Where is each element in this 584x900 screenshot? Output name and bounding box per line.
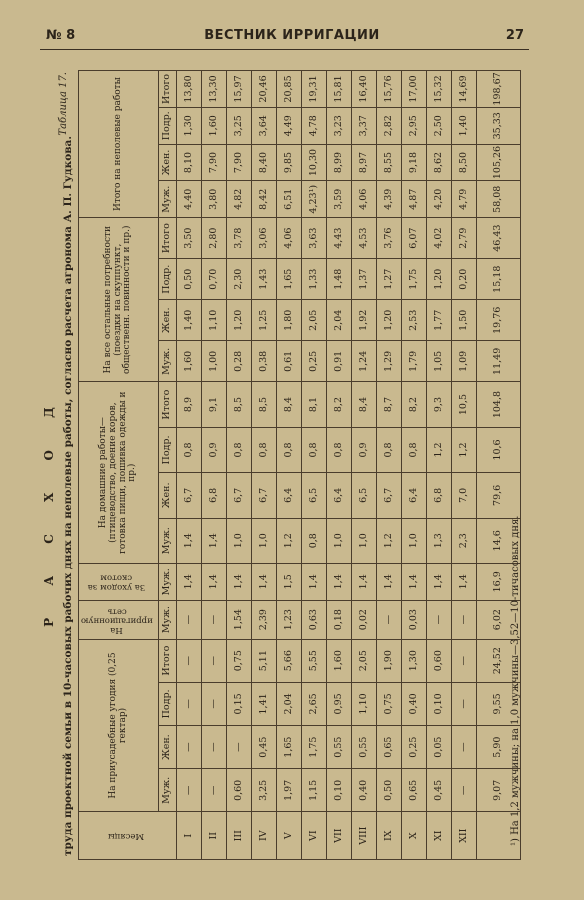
table-row <box>377 71 402 860</box>
subheader-row <box>159 71 177 860</box>
month-cell: II <box>202 812 227 860</box>
value-cell: 0,8 <box>327 427 352 472</box>
value-cell: 1,40 <box>177 300 202 341</box>
value-cell: 1,0 <box>352 518 377 563</box>
value-cell: 1,5 <box>277 563 302 600</box>
value-cell: 1,50 <box>452 300 477 341</box>
month-cell: I <box>177 812 202 860</box>
total-cell: 19,76 <box>477 300 521 341</box>
value-cell: 2,3 <box>452 518 477 563</box>
value-cell: 2,05 <box>302 300 327 341</box>
value-cell: 6,7 <box>252 473 277 518</box>
sub-male: Муж. <box>159 341 177 382</box>
value-cell: 1,10 <box>202 300 227 341</box>
value-cell: 3,80 <box>202 181 227 218</box>
value-cell: 1,60 <box>327 639 352 682</box>
value-cell: 16,40 <box>352 71 377 108</box>
value-cell: 1,20 <box>377 300 402 341</box>
header-home: На домашние работы— (птицеводство, доение коров, готовка пищи, пошивка одежды и пр.) <box>79 382 159 564</box>
value-cell: 8,10 <box>177 144 202 181</box>
value-cell: 1,4 <box>202 563 227 600</box>
table-row <box>402 71 427 860</box>
table-row <box>427 71 452 860</box>
value-cell: 2,65 <box>302 682 327 725</box>
value-cell: 0,75 <box>227 639 252 682</box>
value-cell: 0,61 <box>277 341 302 382</box>
value-cell: 0,50 <box>377 769 402 812</box>
month-cell: IV <box>252 812 277 860</box>
value-cell: 5,66 <box>277 639 302 682</box>
value-cell: 3,37 <box>352 107 377 144</box>
value-cell: 10,5 <box>452 382 477 427</box>
value-cell: 0,8 <box>227 427 252 472</box>
value-cell: 4,43 <box>327 218 352 259</box>
value-cell: 1,65 <box>277 259 302 300</box>
value-cell: 4,23¹) <box>302 181 327 218</box>
value-cell: 1,0 <box>227 518 252 563</box>
value-cell: 2,50 <box>427 107 452 144</box>
value-cell: 5,55 <box>302 639 327 682</box>
value-cell: 3,25 <box>252 769 277 812</box>
value-cell: 10,30 <box>302 144 327 181</box>
value-cell: 14,69 <box>452 71 477 108</box>
value-cell: 20,46 <box>252 71 277 108</box>
value-cell: 9,1 <box>202 382 227 427</box>
header-plot: На приусадебные угодия (0,25 гектар) <box>79 639 159 812</box>
sub-total: Итого <box>159 71 177 108</box>
total-cell: 46,43 <box>477 218 521 259</box>
value-cell: 0,25 <box>402 726 427 769</box>
value-cell: 2,79 <box>452 218 477 259</box>
total-cell: 14,6 <box>477 518 521 563</box>
total-cell: 9,55 <box>477 682 521 725</box>
value-cell: 1,43 <box>252 259 277 300</box>
total-cell: 10,6 <box>477 427 521 472</box>
value-cell: — <box>177 600 202 639</box>
table-row <box>227 71 252 860</box>
month-cell: XI <box>427 812 452 860</box>
table-row <box>352 71 377 860</box>
value-cell: 13,80 <box>177 71 202 108</box>
value-cell: — <box>177 769 202 812</box>
total-cell: 58,08 <box>477 181 521 218</box>
value-cell: 1,09 <box>452 341 477 382</box>
value-cell: 0,8 <box>302 518 327 563</box>
value-cell: 0,15 <box>227 682 252 725</box>
header-irrigation: На ирригационную сеть <box>79 600 159 639</box>
value-cell: 6,8 <box>427 473 452 518</box>
sub-male: Муж. <box>159 600 177 639</box>
value-cell: 8,42 <box>252 181 277 218</box>
month-cell: III <box>227 812 252 860</box>
value-cell: 1,25 <box>252 300 277 341</box>
value-cell: 2,95 <box>402 107 427 144</box>
value-cell: 4,06 <box>352 181 377 218</box>
value-cell: 8,50 <box>452 144 477 181</box>
total-cell: 105,26 <box>477 144 521 181</box>
value-cell: 1,48 <box>327 259 352 300</box>
sub-teen: Подр. <box>159 107 177 144</box>
value-cell: 1,4 <box>427 563 452 600</box>
value-cell: 0,95 <box>327 682 352 725</box>
value-cell: 9,3 <box>427 382 452 427</box>
value-cell: 0,65 <box>377 726 402 769</box>
caption-heading: Р А С Х О Д <box>42 393 56 627</box>
sub-female: Жен. <box>159 300 177 341</box>
value-cell: — <box>177 726 202 769</box>
value-cell: 1,4 <box>177 563 202 600</box>
table-caption <box>42 70 76 860</box>
value-cell: 0,70 <box>202 259 227 300</box>
table-row <box>452 71 477 860</box>
total-cell: 9,07 <box>477 769 521 812</box>
value-cell: 15,97 <box>227 71 252 108</box>
value-cell: — <box>202 726 227 769</box>
value-cell: 2,04 <box>327 300 352 341</box>
value-cell: 1,0 <box>402 518 427 563</box>
value-cell: 1,20 <box>227 300 252 341</box>
value-cell: 8,55 <box>377 144 402 181</box>
value-cell: 15,81 <box>327 71 352 108</box>
value-cell: 8,97 <box>352 144 377 181</box>
value-cell: 4,39 <box>377 181 402 218</box>
value-cell: 17,00 <box>402 71 427 108</box>
value-cell: 0,75 <box>377 682 402 725</box>
value-cell: 3,50 <box>177 218 202 259</box>
value-cell: 0,50 <box>177 259 202 300</box>
value-cell: 1,2 <box>277 518 302 563</box>
value-cell: 4,79 <box>452 181 477 218</box>
table-number: Таблица 17. <box>58 72 69 136</box>
value-cell: 0,9 <box>202 427 227 472</box>
total-cell: 6,02 <box>477 600 521 639</box>
value-cell: 1,20 <box>427 259 452 300</box>
header-rule <box>40 49 529 50</box>
value-cell: 0,9 <box>352 427 377 472</box>
value-cell: 1,90 <box>377 639 402 682</box>
value-cell: 7,90 <box>202 144 227 181</box>
value-cell: 8,4 <box>277 382 302 427</box>
table-row <box>302 71 327 860</box>
labor-table <box>78 70 521 860</box>
value-cell: 0,02 <box>352 600 377 639</box>
table-row <box>277 71 302 860</box>
sub-teen: Подр. <box>159 259 177 300</box>
value-cell: 2,39 <box>252 600 277 639</box>
value-cell: 3,23 <box>327 107 352 144</box>
value-cell: 1,4 <box>327 563 352 600</box>
issue-number: № 8 <box>46 28 76 43</box>
value-cell: 3,76 <box>377 218 402 259</box>
value-cell: 1,29 <box>377 341 402 382</box>
value-cell: 1,75 <box>302 726 327 769</box>
value-cell: 4,20 <box>427 181 452 218</box>
value-cell: 3,59 <box>327 181 352 218</box>
value-cell: 1,77 <box>427 300 452 341</box>
month-cell: V <box>277 812 302 860</box>
page-header <box>0 0 584 54</box>
value-cell: 1,23 <box>277 600 302 639</box>
total-cell: 11,49 <box>477 341 521 382</box>
table-row <box>177 71 202 860</box>
sub-teen: Подр. <box>159 427 177 472</box>
month-cell: VII <box>327 812 352 860</box>
value-cell: — <box>452 600 477 639</box>
value-cell: 0,10 <box>327 769 352 812</box>
value-cell: 1,4 <box>177 518 202 563</box>
value-cell: 1,37 <box>352 259 377 300</box>
month-cell: XII <box>452 812 477 860</box>
caption-title: труда проектной семьи в 10-часовых рабочих днях на неполевые работы, согласно расчета агронома А. П. Гудкова. <box>62 136 74 856</box>
table-row <box>202 71 227 860</box>
value-cell: — <box>177 682 202 725</box>
value-cell: 0,20 <box>452 259 477 300</box>
value-cell: 1,4 <box>402 563 427 600</box>
value-cell: 4,53 <box>352 218 377 259</box>
sub-male: Муж. <box>159 181 177 218</box>
value-cell: 6,5 <box>302 473 327 518</box>
value-cell: 0,40 <box>402 682 427 725</box>
sub-male: Муж. <box>159 518 177 563</box>
value-cell: 1,4 <box>202 518 227 563</box>
header-total: Итого на неполевые работы <box>79 71 159 218</box>
value-cell: 1,60 <box>202 107 227 144</box>
value-cell: 1,97 <box>277 769 302 812</box>
value-cell: 1,75 <box>402 259 427 300</box>
value-cell: 1,0 <box>252 518 277 563</box>
value-cell: 6,4 <box>327 473 352 518</box>
table-body <box>177 71 521 860</box>
value-cell: 0,8 <box>302 427 327 472</box>
value-cell: 5,11 <box>252 639 277 682</box>
value-cell: 1,54 <box>227 600 252 639</box>
value-cell: 1,41 <box>252 682 277 725</box>
value-cell: 6,5 <box>352 473 377 518</box>
value-cell: 0,60 <box>227 769 252 812</box>
value-cell: 6,7 <box>177 473 202 518</box>
value-cell: — <box>177 639 202 682</box>
value-cell: — <box>202 682 227 725</box>
value-cell: 8,62 <box>427 144 452 181</box>
value-cell: 9,85 <box>277 144 302 181</box>
value-cell: 6,07 <box>402 218 427 259</box>
value-cell: — <box>452 639 477 682</box>
value-cell: 1,30 <box>177 107 202 144</box>
value-cell: 1,33 <box>302 259 327 300</box>
value-cell: 1,4 <box>227 563 252 600</box>
value-cell: 6,7 <box>227 473 252 518</box>
value-cell: 1,0 <box>327 518 352 563</box>
value-cell: 2,05 <box>352 639 377 682</box>
value-cell: 4,87 <box>402 181 427 218</box>
value-cell: 0,8 <box>377 427 402 472</box>
total-cell: 15,18 <box>477 259 521 300</box>
value-cell: 1,4 <box>252 563 277 600</box>
value-cell: 3,06 <box>252 218 277 259</box>
value-cell: 3,63 <box>302 218 327 259</box>
value-cell: 8,1 <box>302 382 327 427</box>
value-cell: 1,27 <box>377 259 402 300</box>
value-cell: 13,30 <box>202 71 227 108</box>
value-cell: 0,63 <box>302 600 327 639</box>
value-cell: 0,05 <box>427 726 452 769</box>
sub-teen: Подр. <box>159 682 177 725</box>
month-cell: IX <box>377 812 402 860</box>
value-cell: — <box>202 600 227 639</box>
sub-male: Муж. <box>159 769 177 812</box>
value-cell: 1,4 <box>302 563 327 600</box>
value-cell: 2,04 <box>277 682 302 725</box>
value-cell: 7,0 <box>452 473 477 518</box>
value-cell: 0,60 <box>427 639 452 682</box>
value-cell: — <box>377 600 402 639</box>
value-cell: 8,2 <box>327 382 352 427</box>
value-cell: 8,5 <box>227 382 252 427</box>
value-cell: 1,92 <box>352 300 377 341</box>
footnote: ¹) На 1,2 мужчины; на 1,0 мужчины—3,52—10-тичасовых дня. <box>510 515 521 846</box>
value-cell: 1,3 <box>427 518 452 563</box>
value-cell: 1,24 <box>352 341 377 382</box>
value-cell: 8,7 <box>377 382 402 427</box>
value-cell: 0,8 <box>177 427 202 472</box>
total-cell: 35,33 <box>477 107 521 144</box>
total-cell: 79,6 <box>477 473 521 518</box>
value-cell: 0,45 <box>252 726 277 769</box>
value-cell: 4,40 <box>177 181 202 218</box>
sub-total: Итого <box>159 639 177 682</box>
value-cell: 1,4 <box>377 563 402 600</box>
value-cell: 0,8 <box>252 427 277 472</box>
value-cell: — <box>452 682 477 725</box>
value-cell: 9,18 <box>402 144 427 181</box>
month-cell: X <box>402 812 427 860</box>
value-cell: 4,02 <box>427 218 452 259</box>
value-cell: — <box>427 600 452 639</box>
value-cell: 4,78 <box>302 107 327 144</box>
value-cell: 15,32 <box>427 71 452 108</box>
value-cell: 8,9 <box>177 382 202 427</box>
sub-male: Муж. <box>159 563 177 600</box>
value-cell: 0,18 <box>327 600 352 639</box>
value-cell: 0,8 <box>402 427 427 472</box>
value-cell: 2,82 <box>377 107 402 144</box>
value-cell: — <box>452 726 477 769</box>
sub-total: Итого <box>159 382 177 427</box>
month-cell: VI <box>302 812 327 860</box>
value-cell: 4,82 <box>227 181 252 218</box>
value-cell: 4,06 <box>277 218 302 259</box>
value-cell: 6,4 <box>277 473 302 518</box>
value-cell: 2,30 <box>227 259 252 300</box>
value-cell: 7,90 <box>227 144 252 181</box>
value-cell: 0,55 <box>327 726 352 769</box>
total-cell: 5,90 <box>477 726 521 769</box>
value-cell: 1,4 <box>452 563 477 600</box>
value-cell: 8,5 <box>252 382 277 427</box>
value-cell: 0,40 <box>352 769 377 812</box>
value-cell: 8,4 <box>352 382 377 427</box>
value-cell: — <box>202 639 227 682</box>
value-cell: 0,91 <box>327 341 352 382</box>
header-months: Месяцы <box>79 812 177 860</box>
value-cell: 0,55 <box>352 726 377 769</box>
value-cell: 6,4 <box>402 473 427 518</box>
value-cell: 0,45 <box>427 769 452 812</box>
value-cell: 2,53 <box>402 300 427 341</box>
value-cell: 1,2 <box>452 427 477 472</box>
value-cell: — <box>227 726 252 769</box>
value-cell: 1,80 <box>277 300 302 341</box>
value-cell: 4,49 <box>277 107 302 144</box>
value-cell: 1,2 <box>427 427 452 472</box>
value-cell: 0,38 <box>252 341 277 382</box>
value-cell: 20,85 <box>277 71 302 108</box>
value-cell: 6,8 <box>202 473 227 518</box>
value-cell: 1,40 <box>452 107 477 144</box>
value-cell: 3,78 <box>227 218 252 259</box>
value-cell: 0,03 <box>402 600 427 639</box>
value-cell: 8,99 <box>327 144 352 181</box>
rotated-table-block <box>42 70 538 860</box>
journal-title: ВЕСТНИК ИРРИГАЦИИ <box>204 28 380 43</box>
sub-female: Жен. <box>159 144 177 181</box>
table-row <box>252 71 277 860</box>
total-cell: 24,52 <box>477 639 521 682</box>
sub-total: Итого <box>159 218 177 259</box>
value-cell: 1,4 <box>352 563 377 600</box>
table-row <box>327 71 352 860</box>
value-cell: 1,15 <box>302 769 327 812</box>
total-cell: 104,8 <box>477 382 521 427</box>
month-cell: VIII <box>352 812 377 860</box>
value-cell: — <box>452 769 477 812</box>
value-cell: 3,25 <box>227 107 252 144</box>
sub-female: Жен. <box>159 726 177 769</box>
value-cell: 8,2 <box>402 382 427 427</box>
value-cell: 8,40 <box>252 144 277 181</box>
value-cell: 15,76 <box>377 71 402 108</box>
value-cell: — <box>202 769 227 812</box>
value-cell: 0,8 <box>277 427 302 472</box>
value-cell: 1,10 <box>352 682 377 725</box>
value-cell: 2,80 <box>202 218 227 259</box>
value-cell: 6,51 <box>277 181 302 218</box>
value-cell: 1,00 <box>202 341 227 382</box>
total-cell: 198,67 <box>477 71 521 108</box>
header-other: На все остальные потребности (поездки на скуппункт, общественн. повинности и пр.) <box>79 218 159 382</box>
value-cell: 0,25 <box>302 341 327 382</box>
value-cell: 1,60 <box>177 341 202 382</box>
total-cell: 16,9 <box>477 563 521 600</box>
value-cell: 1,05 <box>427 341 452 382</box>
value-cell: 0,10 <box>427 682 452 725</box>
value-cell: 19,31 <box>302 71 327 108</box>
value-cell: 6,7 <box>377 473 402 518</box>
sub-female: Жен. <box>159 473 177 518</box>
value-cell: 1,30 <box>402 639 427 682</box>
value-cell: 1,65 <box>277 726 302 769</box>
page-number: 27 <box>505 28 524 43</box>
value-cell: 1,79 <box>402 341 427 382</box>
header-livestock: За уходом за скотом <box>79 563 159 600</box>
value-cell: 0,65 <box>402 769 427 812</box>
value-cell: 3,64 <box>252 107 277 144</box>
value-cell: 1,2 <box>377 518 402 563</box>
value-cell: 0,28 <box>227 341 252 382</box>
